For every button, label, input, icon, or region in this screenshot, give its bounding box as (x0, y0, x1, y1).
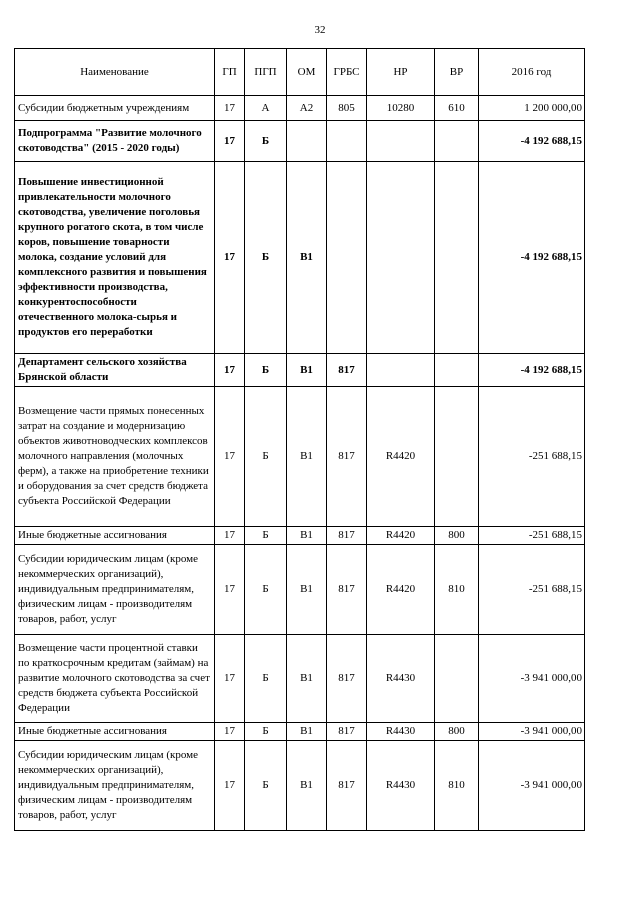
table-cell-vr (435, 354, 479, 387)
table-cell-amount: -3 941 000,00 (479, 741, 585, 831)
table-cell-gp: 17 (215, 96, 245, 121)
table-cell-grbs: 817 (327, 387, 367, 527)
table-cell-grbs: 817 (327, 354, 367, 387)
table-cell-vr: 800 (435, 527, 479, 545)
table-row (15, 121, 585, 162)
table-cell-vr: 810 (435, 741, 479, 831)
table-cell-grbs: 817 (327, 723, 367, 741)
table-row (15, 741, 585, 831)
table-cell-name: Подпрограмма "Развитие молочного скотоводства" (2015 - 2020 годы) (15, 121, 215, 162)
table-cell-om: А2 (287, 96, 327, 121)
table-cell-grbs: 817 (327, 545, 367, 635)
table-row (15, 723, 585, 741)
table-cell-gp: 17 (215, 635, 245, 723)
table-header-row (15, 49, 585, 96)
table-cell-amount: -4 192 688,15 (479, 121, 585, 162)
table-cell-amount: -4 192 688,15 (479, 162, 585, 354)
table-cell-gp: 17 (215, 162, 245, 354)
table-cell-gp: 17 (215, 741, 245, 831)
header-year: 2016 год (479, 49, 585, 96)
table-cell-om: В1 (287, 162, 327, 354)
table-cell-grbs: 805 (327, 96, 367, 121)
table-cell-pgp: Б (245, 354, 287, 387)
table-cell-name: Возмещение части прямых понесенных затрат на создание и модернизацию объектов животноводческих комплексов молочного направления (молочных ферм), а также на приобретение техники и оборудования за счет средств бюджета субъекта Российской Федерации (15, 387, 215, 527)
table-cell-name: Иные бюджетные ассигнования (15, 527, 215, 545)
table-cell-name: Субсидии юридическим лицам (кроме некоммерческих организаций), индивидуальным предпринимателям, физическим лицам - производителям товаров, работ, услуг (15, 545, 215, 635)
table-cell-nr (367, 121, 435, 162)
table-cell-vr (435, 635, 479, 723)
table-cell-grbs (327, 162, 367, 354)
table-cell-vr: 810 (435, 545, 479, 635)
table-cell-amount: -251 688,15 (479, 387, 585, 527)
table-cell-pgp: А (245, 96, 287, 121)
header-vr: ВР (435, 49, 479, 96)
table-cell-gp: 17 (215, 545, 245, 635)
table-row (15, 387, 585, 527)
table-cell-name: Возмещение части процентной ставки по краткосрочным кредитам (займам) на развитие молочного скотоводства за счет средств бюджета субъекта Российской Федерации (15, 635, 215, 723)
table-cell-pgp: Б (245, 545, 287, 635)
table-row (15, 527, 585, 545)
table-cell-om: В1 (287, 741, 327, 831)
header-grbs: ГРБС (327, 49, 367, 96)
table-cell-om: В1 (287, 527, 327, 545)
page-number: 32 (314, 24, 326, 36)
table-cell-grbs (327, 121, 367, 162)
table-cell-gp: 17 (215, 354, 245, 387)
table-cell-pgp: Б (245, 527, 287, 545)
table-cell-nr (367, 162, 435, 354)
table-cell-gp: 17 (215, 723, 245, 741)
table-cell-pgp: Б (245, 121, 287, 162)
table-cell-name: Субсидии бюджетным учреждениям (15, 96, 215, 121)
table-cell-pgp: Б (245, 635, 287, 723)
header-gp: ГП (215, 49, 245, 96)
table-cell-om: В1 (287, 545, 327, 635)
table-cell-grbs: 817 (327, 527, 367, 545)
table-cell-vr (435, 121, 479, 162)
table-cell-om (287, 121, 327, 162)
table-cell-nr: R4420 (367, 527, 435, 545)
table-cell-pgp: Б (245, 162, 287, 354)
table-cell-vr: 610 (435, 96, 479, 121)
table-cell-name: Субсидии юридическим лицам (кроме некоммерческих организаций), индивидуальным предпринимателям, физическим лицам - производителям товаров, работ, услуг (15, 741, 215, 831)
table-cell-nr: R4430 (367, 635, 435, 723)
table-cell-name: Повышение инвестиционной привлекательности молочного скотоводства, увеличение поголовья крупного рогатого скота, в том числе коров, повышение товарности молока, создание условий для комплексного развития и повышения эффективности производства, конкурентоспособности отечественного молока-сырья и продуктов его переработки (15, 162, 215, 354)
table-cell-pgp: Б (245, 387, 287, 527)
table-cell-vr (435, 387, 479, 527)
table-cell-pgp: Б (245, 741, 287, 831)
header-pgp: ПГП (245, 49, 287, 96)
header-name: Наименование (15, 49, 215, 96)
table-cell-om: В1 (287, 723, 327, 741)
table-cell-gp: 17 (215, 121, 245, 162)
table-cell-nr: 10280 (367, 96, 435, 121)
table-cell-amount: -251 688,15 (479, 527, 585, 545)
table-cell-amount: 1 200 000,00 (479, 96, 585, 121)
table-cell-nr (367, 354, 435, 387)
table-cell-grbs: 817 (327, 741, 367, 831)
table-row (15, 96, 585, 121)
table-cell-nr: R4420 (367, 387, 435, 527)
table-cell-amount: -4 192 688,15 (479, 354, 585, 387)
table-row (15, 354, 585, 387)
table-cell-amount: -3 941 000,00 (479, 723, 585, 741)
table-row (15, 545, 585, 635)
table-cell-om: В1 (287, 354, 327, 387)
table-cell-om: В1 (287, 635, 327, 723)
table-cell-vr: 800 (435, 723, 479, 741)
table-row (15, 635, 585, 723)
table-cell-gp: 17 (215, 527, 245, 545)
table-cell-vr (435, 162, 479, 354)
table-cell-name: Департамент сельского хозяйства Брянской области (15, 354, 215, 387)
header-om: ОМ (287, 49, 327, 96)
budget-table (14, 48, 585, 831)
table-cell-om: В1 (287, 387, 327, 527)
table-cell-nr: R4420 (367, 545, 435, 635)
table-cell-pgp: Б (245, 723, 287, 741)
table-row (15, 162, 585, 354)
table-cell-nr: R4430 (367, 723, 435, 741)
header-nr: НР (367, 49, 435, 96)
table-cell-name: Иные бюджетные ассигнования (15, 723, 215, 741)
table-cell-amount: -3 941 000,00 (479, 635, 585, 723)
table-cell-gp: 17 (215, 387, 245, 527)
table-cell-amount: -251 688,15 (479, 545, 585, 635)
table-cell-nr: R4430 (367, 741, 435, 831)
table-cell-grbs: 817 (327, 635, 367, 723)
